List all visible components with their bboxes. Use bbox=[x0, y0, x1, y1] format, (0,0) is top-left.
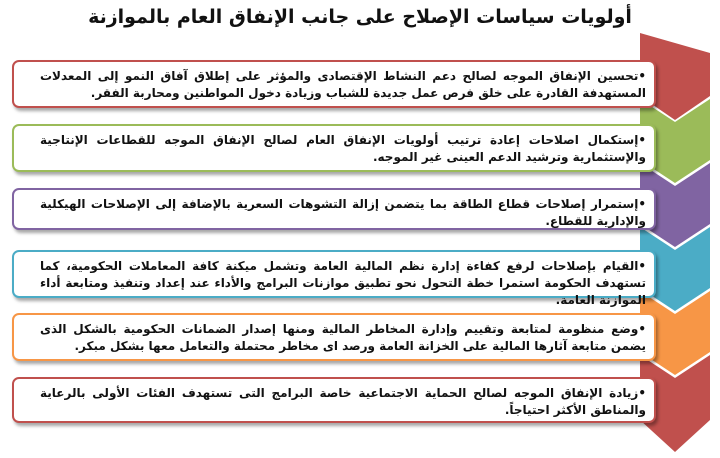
priority-text-3: •إستمرار إصلاحات قطاع الطاقة بما يتضمن إزالة التشوهات السعرية بالإضافة إلى الإصلاحات الهيكلية والإدارية للقطاع. bbox=[40, 197, 646, 228]
priority-box-4 bbox=[12, 250, 656, 307]
priority-text-1: •تحسين الإنفاق الموجه لصالح دعم النشاط الإقتصادى والمؤثر على إطلاق آفاق النمو إلى المعدلات المستهدفة القادرة على خلق فرص عمل جديدة للشباب وزيادة دخول المواطنين ومحاربة الفقر. bbox=[40, 69, 646, 100]
priority-text-6: •زيادة الإنفاق الموجه لصالح الحماية الاجتماعية خاصة البرامج التى تستهدف الفئات الأولى بالرعاية والمناطق الأكثر احتياجاً. bbox=[40, 386, 646, 417]
priority-box-1 bbox=[12, 60, 656, 108]
priority-text-2: •إستكمال اصلاحات إعادة ترتيب أولويات الإنفاق العام لصالح الإنفاق الموجه للقطاعات الإنتاجية والإستثمارية وترشيد الدعم العينى غير الموجه. bbox=[40, 133, 646, 164]
priority-box-5 bbox=[12, 313, 656, 361]
priority-text-5: •وضع منظومة لمتابعة وتقييم وإدارة المخاطر المالية ومنها إصدار الضمانات الحكومية بالشكل الذى يضمن متابعة آثارها المالية على الخزانة العامة ورصد اى مخاطر محتملة والتعامل معها بشكل مبكر. bbox=[40, 322, 646, 353]
priority-box-2 bbox=[12, 124, 656, 172]
diagram-title: أولويات سياسات الإصلاح على جانب الإنفاق العام بالموازنة bbox=[88, 6, 632, 28]
priority-text-4: •القيام بإصلاحات لرفع كفاءة إدارة نظم المالية العامة وتشمل ميكنة كافة المعاملات الحكومية، كما تستهدف الحكومة استمرا خطة التحول نحو تطبيق موازنات البرامج والأداء عند إعداد وتنفيذ ومتابعة أداء الموازنة العامة. bbox=[40, 259, 646, 307]
priority-box-6 bbox=[12, 377, 656, 423]
priority-box-3 bbox=[12, 188, 656, 230]
